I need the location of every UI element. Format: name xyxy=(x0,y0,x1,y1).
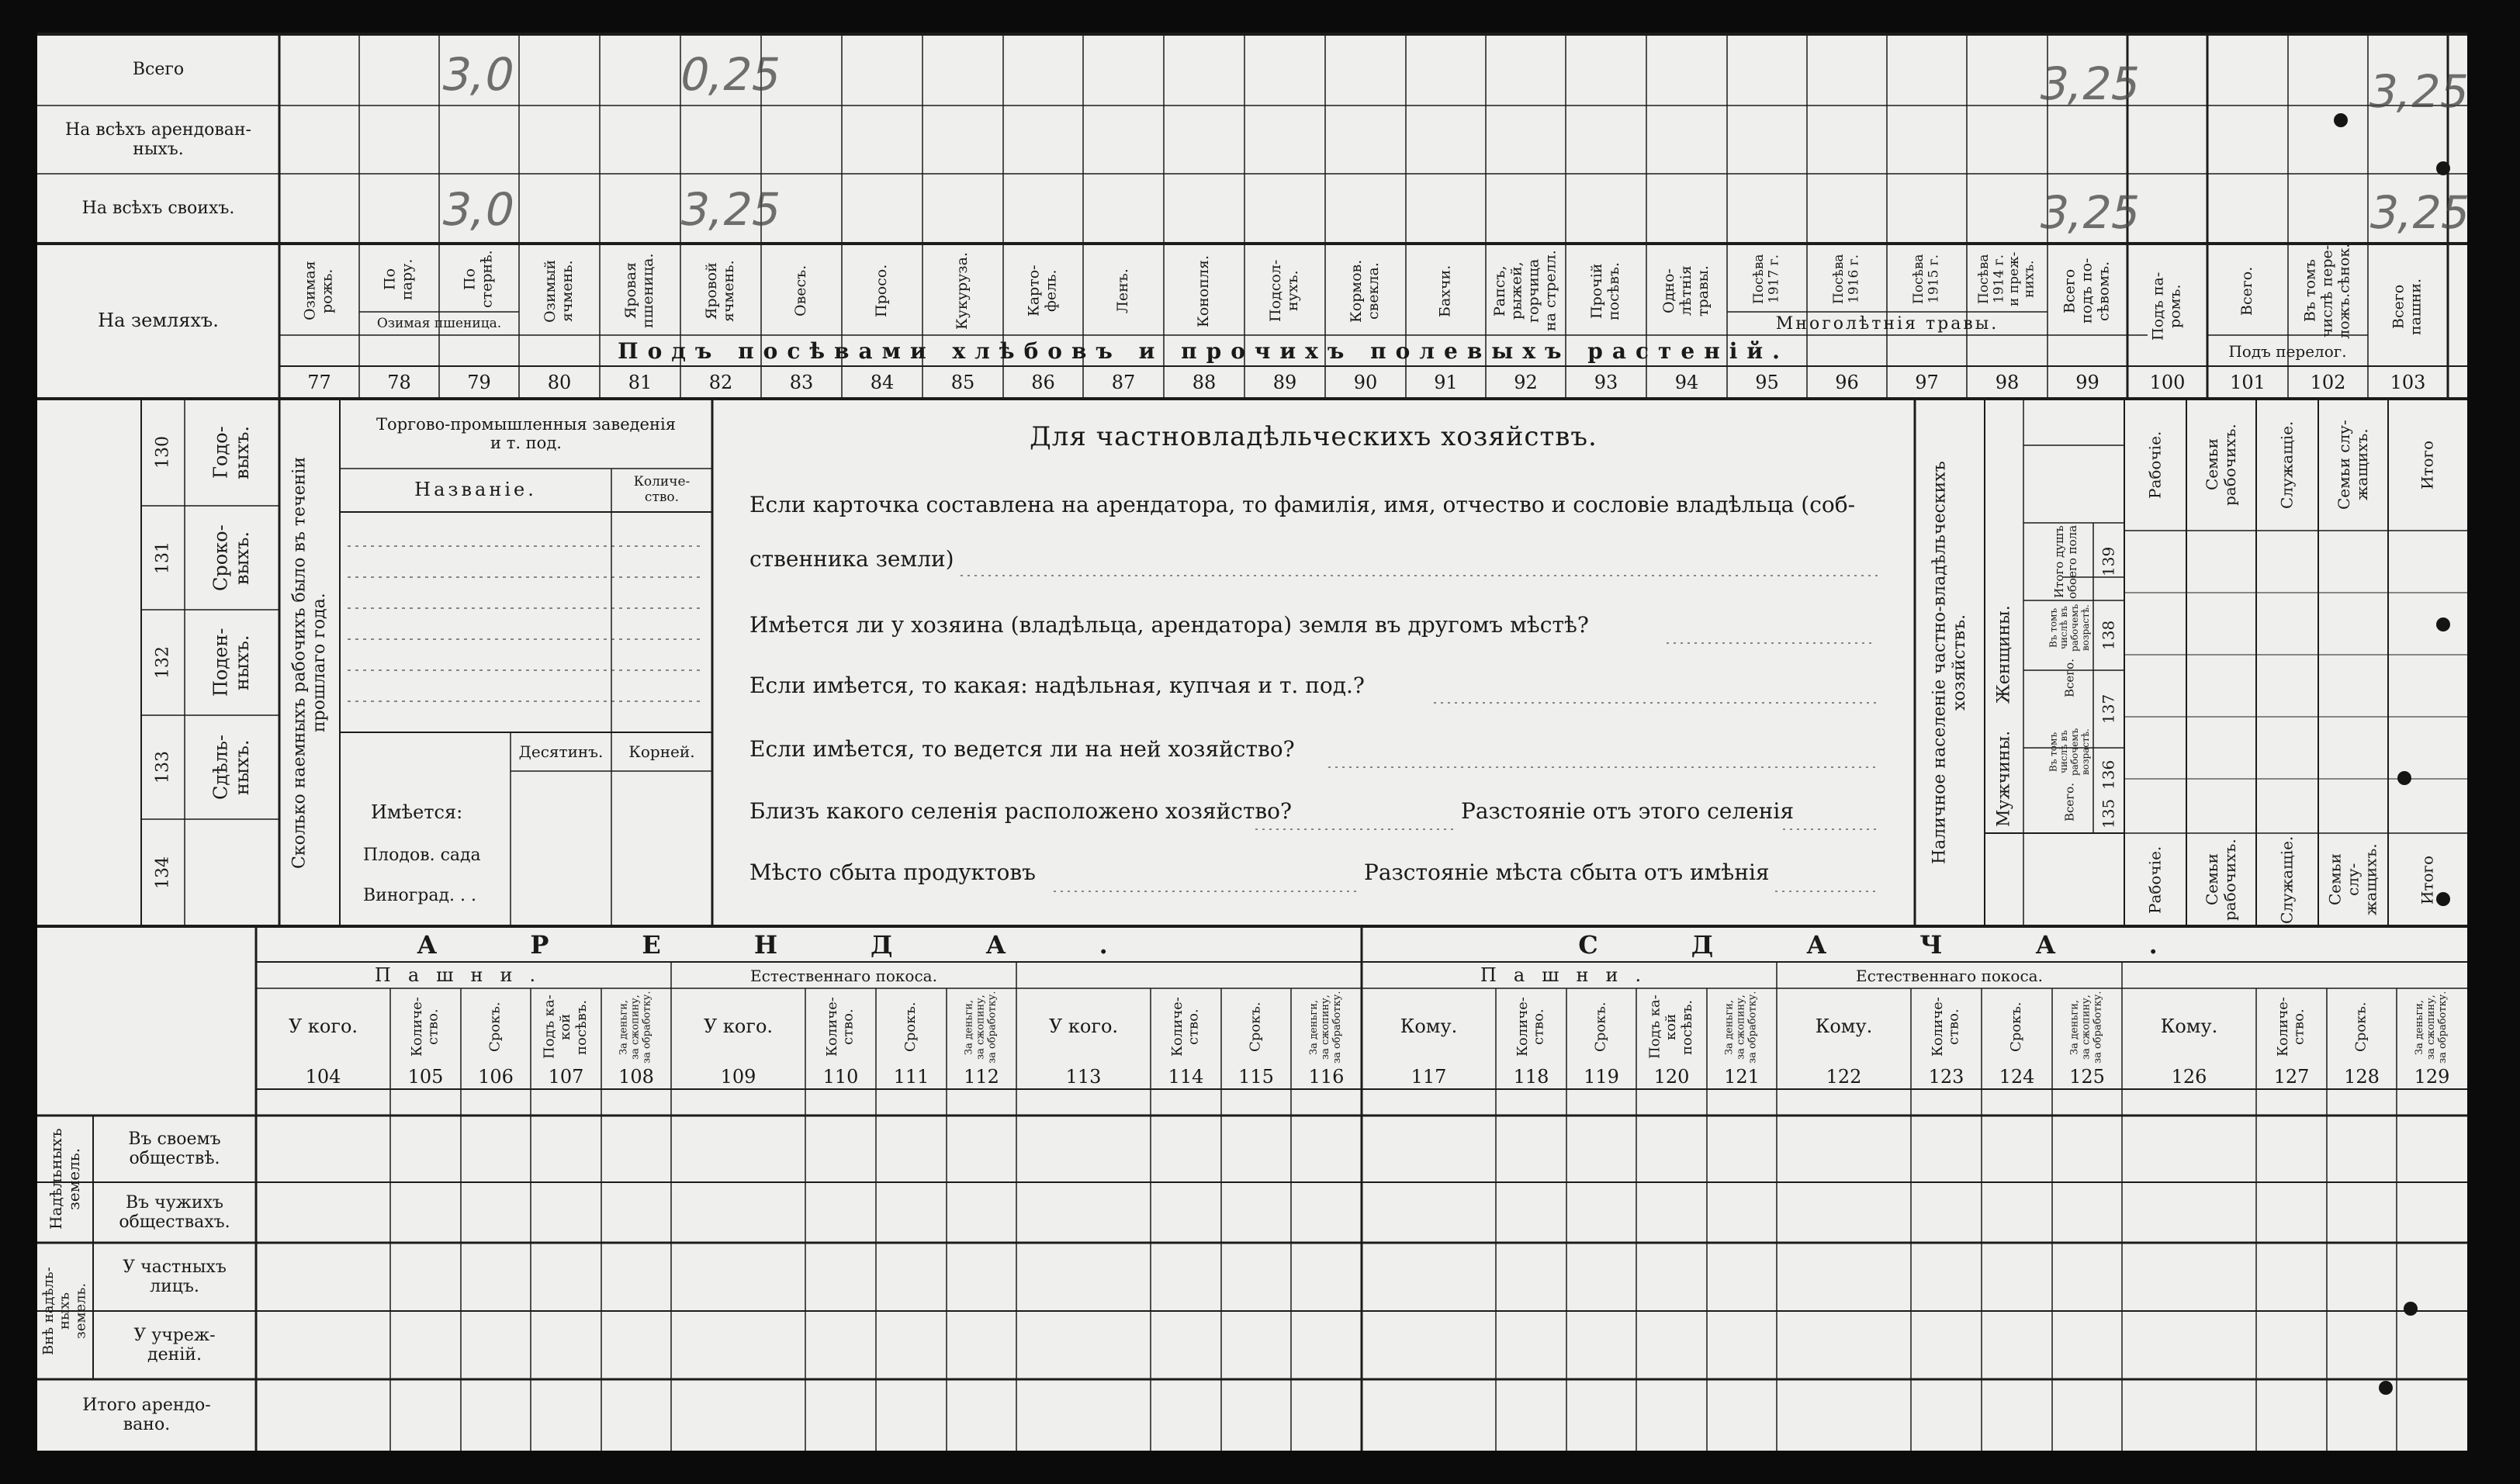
korney-header: Корней. xyxy=(628,742,695,761)
lease-col-number-124: 124 xyxy=(1999,1066,2035,1088)
question-q1b: ственника земли) xyxy=(749,546,954,572)
crop-number-84: 84 xyxy=(870,372,895,393)
lease-col-header-113: У кого. xyxy=(1048,1015,1119,1038)
crop-header-94: Одно- лѣтнія травы. xyxy=(1660,265,1712,317)
pop-number-139: 139 xyxy=(2099,546,2118,577)
zhenshchiny-label: Женщины. xyxy=(1994,605,2014,704)
crop-header-80: Озимый ячмень. xyxy=(542,259,576,323)
lease-col-number-111: 111 xyxy=(893,1066,929,1088)
lease-col-number-112: 112 xyxy=(964,1066,999,1088)
right-col-header-bottom: Служащіе. xyxy=(2277,835,2297,924)
crop-header-89: Подсол- нухъ. xyxy=(1267,259,1301,323)
lease-col-number-104: 104 xyxy=(305,1066,341,1088)
lease-row-label: Въ своемъ обществѣ. xyxy=(128,1129,221,1168)
itogo-arendovano-label: Итого арендо- вано. xyxy=(82,1395,211,1434)
imeetsya-label: Имѣется: xyxy=(371,801,463,823)
ink-blot xyxy=(2436,892,2450,906)
crop-number-95: 95 xyxy=(1755,372,1779,393)
lease-col-number-115: 115 xyxy=(1238,1066,1274,1088)
ink-blot xyxy=(2436,617,2450,631)
pop-number-138: 138 xyxy=(2099,620,2118,651)
lease-col-number-129: 129 xyxy=(2414,1066,2450,1088)
right-col-header-top: Служащіе. xyxy=(2277,420,2297,509)
question-q6b: Разстояніе мѣста сбыта отъ имѣнія xyxy=(1364,860,1770,885)
crop-number-94: 94 xyxy=(1674,372,1699,393)
v-tom-chisle-label: Въ томъ числѣ въ рабочемъ возрастѣ. xyxy=(2048,728,2091,776)
worker-type-3: Поден- ныхъ. xyxy=(209,628,253,697)
lease-col-number-119: 119 xyxy=(1584,1066,1619,1088)
crop-number-101: 101 xyxy=(2230,372,2266,393)
question-q3: Если имѣется, то какая: надѣльная, купчая и т. под.? xyxy=(749,673,1365,698)
crop-header-103: Всего пашни. xyxy=(2390,278,2425,335)
handwritten-value: 3,25 xyxy=(2362,65,2475,118)
lease-col-header-116: За деньги, за сжопину, за обработку. xyxy=(1308,991,1343,1064)
lease-col-header-110: Количе- ство. xyxy=(823,997,857,1057)
lease-col-header-121: За деньги, за сжопину, за обработку. xyxy=(1723,991,1759,1064)
crop-header-84: Просо. xyxy=(873,264,891,318)
crop-number-93: 93 xyxy=(1594,372,1618,393)
crop-header-93: Прочій посѣвъ. xyxy=(1588,261,1622,320)
lease-col-number-116: 116 xyxy=(1308,1066,1345,1088)
vsego-label: Всего. xyxy=(2062,659,2077,697)
ink-blot xyxy=(2404,1302,2418,1316)
question-q6a: Мѣсто сбыта продуктовъ xyxy=(749,860,1036,885)
vinogradi-label: Виноград. . . xyxy=(363,886,476,905)
estestvennago-label-sdacha: Естественнаго покоса. xyxy=(1856,966,2043,985)
lease-col-header-109: У кого. xyxy=(703,1015,774,1038)
lease-col-header-118: Количе- ство. xyxy=(1514,997,1547,1057)
crop-number-100: 100 xyxy=(2149,372,2186,393)
lease-col-number-122: 122 xyxy=(1826,1066,1862,1088)
crop-number-98: 98 xyxy=(1995,372,2020,393)
ink-blot xyxy=(2334,113,2348,127)
crop-number-77: 77 xyxy=(307,372,331,393)
crop-number-102: 102 xyxy=(2310,372,2346,393)
lease-col-number-105: 105 xyxy=(407,1066,444,1088)
plodov-sada-label: Плодов. сада xyxy=(363,846,481,865)
desyatin-header: Десятинъ. xyxy=(518,742,604,761)
lease-col-header-120: Подъ ка- кой посѣвъ. xyxy=(1646,995,1695,1060)
crop-number-89: 89 xyxy=(1272,372,1297,393)
worker-type-2: Сроко- выхъ. xyxy=(209,524,253,591)
v-tom-chisle-label: Въ томъ числѣ въ рабочемъ возрастѣ. xyxy=(2048,604,2091,652)
sdacha-banner: СДАЧА. xyxy=(1578,929,2251,960)
lease-col-header-111: Срокъ. xyxy=(902,1001,919,1053)
form-title: Для частновладѣльческихъ хозяйствъ. xyxy=(1030,421,1598,453)
crop-header-96: Посѣва 1916 г. xyxy=(1830,254,1862,305)
census-card-sheet xyxy=(37,34,2476,1451)
ink-blot xyxy=(2436,161,2450,175)
pashni-label-arenda: Пашни. xyxy=(374,964,553,987)
lease-col-header-123: Количе- ство. xyxy=(1929,997,1962,1057)
ozimaya-pshenitsa-label: Озимая пшеница. xyxy=(376,316,502,332)
lease-col-number-126: 126 xyxy=(2171,1066,2207,1088)
crop-number-86: 86 xyxy=(1031,372,1055,393)
right-col-header-bottom: Рабочіе. xyxy=(2145,846,2165,914)
lease-row-label: Въ чужихъ обществахъ. xyxy=(119,1192,230,1232)
ink-blot xyxy=(2379,1381,2393,1395)
lease-col-number-108: 108 xyxy=(618,1066,654,1088)
handwritten-value: 3,25 xyxy=(2034,186,2146,239)
worker-number-133: 133 xyxy=(153,751,173,784)
lease-col-header-112: За деньги, за сжопину, за обработку. xyxy=(963,991,999,1064)
arenda-banner: АРЕНДА. xyxy=(417,929,1201,960)
lease-col-number-125: 125 xyxy=(2069,1066,2105,1088)
torg-prom-title: Торгово-промышленныя заведенія и т. под. xyxy=(376,414,676,452)
crop-header-95: Посѣва 1917 г. xyxy=(1750,254,1782,305)
crop-header-92: Рапсъ, рыжей, горчица на стрелл. xyxy=(1490,250,1559,332)
crop-number-81: 81 xyxy=(628,372,652,393)
crop-number-83: 83 xyxy=(789,372,814,393)
crop-header-97: Посѣва 1915 г. xyxy=(1910,254,1942,305)
crop-header-81: Яровая пшеница. xyxy=(622,253,656,329)
crop-header-101: Всего. xyxy=(2238,266,2256,316)
nalichnoe-naselenie-label: Наличное населеніе частно-владѣльческихъ хозяйствъ. xyxy=(1930,461,1969,864)
lease-col-header-124: Срокъ. xyxy=(2008,1001,2025,1053)
handwritten-value: 0,25 xyxy=(674,48,787,101)
kolichestvo-header: Количе- ство. xyxy=(633,474,691,505)
handwritten-value: 3,0 xyxy=(437,183,520,236)
row-label: Всего xyxy=(132,60,185,80)
crop-number-82: 82 xyxy=(708,372,733,393)
crop-header-86: Карто- фель. xyxy=(1025,265,1060,317)
crop-number-90: 90 xyxy=(1353,372,1378,393)
lease-col-number-110: 110 xyxy=(822,1066,859,1088)
lease-col-number-114: 114 xyxy=(1168,1066,1204,1088)
lease-col-number-127: 127 xyxy=(2273,1066,2310,1088)
pop-number-136: 136 xyxy=(2099,759,2118,790)
lease-col-header-104: У кого. xyxy=(288,1015,358,1038)
worker-number-132: 132 xyxy=(153,646,173,679)
crop-number-99: 99 xyxy=(2075,372,2099,393)
right-col-header-bottom: Семьи рабочихъ. xyxy=(2203,839,2239,921)
crop-number-78: 78 xyxy=(387,372,411,393)
vsego-label: Всего. xyxy=(2062,783,2077,822)
lease-col-header-128: Срокъ. xyxy=(2352,1001,2369,1053)
crop-header-77: Озимая рожь. xyxy=(301,261,336,321)
crop-header-79: По стернѣ. xyxy=(461,250,496,309)
crop-header-91: Бахчи. xyxy=(1436,265,1454,317)
worker-number-130: 130 xyxy=(153,436,173,469)
crop-header-99: Всего подъ по- сѣвомъ. xyxy=(2061,258,2113,324)
estestvennago-label-arenda: Естественнаго покоса. xyxy=(750,966,937,985)
lease-col-number-118: 118 xyxy=(1513,1066,1549,1088)
itogo-dush-label: Итого душъ обоего пола xyxy=(2051,524,2079,599)
pod-posevami-banner: Подъ посѣвами хлѣбовъ и прочихъ полевыхъ растеній. xyxy=(618,337,1789,364)
lease-col-number-106: 106 xyxy=(478,1066,514,1088)
row-label: На всѣхъ арендован- ныхъ. xyxy=(65,119,251,159)
lease-col-header-106: Срокъ. xyxy=(486,1001,504,1053)
crop-header-85: Кукуруза. xyxy=(954,252,971,330)
lease-col-header-117: Кому. xyxy=(1400,1015,1458,1038)
worker-type-1: Годо- выхъ. xyxy=(209,425,253,479)
crop-number-97: 97 xyxy=(1915,372,1939,393)
mnogoletnie-label: Многолѣтнія травы. xyxy=(1775,314,1999,334)
crop-header-102: Въ томъ числѣ пере- ложъ.сѣнок. xyxy=(2301,243,2353,339)
lease-col-number-117: 117 xyxy=(1411,1066,1447,1088)
crop-header-98: Посѣва 1914 г. и преж- нихъ. xyxy=(1975,251,2037,307)
crop-header-100: Подъ па- ромъ. xyxy=(2149,272,2184,341)
nazvanie-header: Названіе. xyxy=(414,479,537,501)
pop-number-135: 135 xyxy=(2099,798,2118,829)
crop-number-92: 92 xyxy=(1514,372,1538,393)
handwritten-value: 3,0 xyxy=(436,48,520,101)
crop-number-87: 87 xyxy=(1111,372,1136,393)
question-q5b: Разстояніе отъ этого селенія xyxy=(1461,798,1794,824)
crop-header-83: Овесъ. xyxy=(792,265,810,317)
worker-number-131: 131 xyxy=(153,541,173,574)
right-col-header-top: Итого xyxy=(2418,440,2437,489)
lease-col-header-108: За деньги, за сжопину, за обработку. xyxy=(618,991,653,1064)
handwritten-value: 3,25 xyxy=(675,183,787,236)
pod-perelog-label: Подъ перелог. xyxy=(2228,341,2347,361)
lease-col-number-113: 113 xyxy=(1065,1066,1102,1088)
lease-col-header-129: За деньги, за сжопину, за обработку. xyxy=(2414,991,2449,1064)
crop-number-103: 103 xyxy=(2390,372,2426,393)
lease-row-label: У учреж- деній. xyxy=(133,1325,216,1365)
lease-col-header-115: Срокъ. xyxy=(1247,1001,1264,1053)
lease-col-header-122: Кому. xyxy=(1815,1015,1873,1038)
pop-number-137: 137 xyxy=(2099,694,2118,725)
crop-header-82: Яровой ячмень. xyxy=(703,260,737,322)
right-col-header-top: Рабочіе. xyxy=(2145,431,2165,499)
right-col-header-top: Семьи слу- жащихъ. xyxy=(2335,420,2371,510)
worker-number-134: 134 xyxy=(153,856,173,889)
nadelnykh-label: Надѣльныхъ земель. xyxy=(47,1128,83,1230)
handwritten-value: 3,25 xyxy=(2034,57,2146,110)
worker-type-5 xyxy=(185,819,279,926)
lease-col-number-107: 107 xyxy=(548,1066,584,1088)
crop-number-85: 85 xyxy=(950,372,975,393)
crop-number-91: 91 xyxy=(1434,372,1458,393)
lease-col-header-126: Кому. xyxy=(2160,1015,2218,1038)
crop-number-96: 96 xyxy=(1835,372,1859,393)
crop-number-79: 79 xyxy=(467,372,491,393)
lease-col-header-107: Подъ ка- кой посѣвъ. xyxy=(541,995,590,1060)
lease-col-number-121: 121 xyxy=(1724,1066,1760,1088)
crop-header-88: Конопля. xyxy=(1195,254,1213,327)
question-q1a: Если карточка составлена на арендатора, то фамилія, имя, отчество и сословіе владѣльца (соб- xyxy=(749,492,1856,517)
na-zemlyakh-label: На земляхъ. xyxy=(98,310,219,332)
right-col-header-top: Семьи рабочихъ. xyxy=(2203,424,2239,506)
muzhchiny-label: Мужчины. xyxy=(1994,730,2014,828)
vne-nadelnykh-label: Внѣ надѣль- ныхъ земель. xyxy=(40,1267,89,1355)
crop-header-78: По пару. xyxy=(381,258,416,300)
right-col-header-bottom: Итого xyxy=(2418,855,2437,905)
crop-number-88: 88 xyxy=(1192,372,1217,393)
lease-col-number-109: 109 xyxy=(720,1066,756,1088)
row-label: На всѣхъ своихъ. xyxy=(81,199,235,219)
crop-header-87: Ленъ. xyxy=(1114,268,1132,313)
lease-col-number-123: 123 xyxy=(1928,1066,1964,1088)
handwritten-value: 3,25 xyxy=(2364,186,2476,239)
ink-blot xyxy=(2397,771,2411,785)
pashni-label-sdacha: Пашни. xyxy=(1480,964,1659,987)
lease-col-header-127: Количе- ство. xyxy=(2274,997,2307,1057)
lease-row-label: У частныхъ лицъ. xyxy=(123,1257,227,1296)
crop-header-90: Кормов. свекла. xyxy=(1348,259,1382,323)
lease-col-number-128: 128 xyxy=(2344,1066,2380,1088)
question-q5a: Близъ какого селенія расположено хозяйство? xyxy=(749,798,1293,824)
worker-type-4: Сдѣль- ныхъ. xyxy=(209,734,253,801)
question-q2: Имѣется ли у хозяина (владѣльца, арендатора) земля въ другомъ мѣстѣ? xyxy=(749,612,1589,638)
right-col-header-bottom: Семьи слу- жащихъ. xyxy=(2325,843,2380,916)
lease-col-header-119: Срокъ. xyxy=(1592,1001,1609,1053)
question-q4: Если имѣется, то ведется ли на ней хозяйство? xyxy=(749,736,1295,762)
crop-number-80: 80 xyxy=(547,372,572,393)
skolko-rabochikh-label: Сколько наемныхъ рабочихъ было въ теченіи прошлаго года. xyxy=(289,456,329,869)
lease-col-header-105: Количе- ство. xyxy=(408,997,441,1057)
lease-col-header-125: За деньги, за сжопину, за обработку. xyxy=(2068,991,2104,1064)
lease-col-number-120: 120 xyxy=(1653,1066,1690,1088)
lease-col-header-114: Количе- ство. xyxy=(1168,997,1202,1057)
